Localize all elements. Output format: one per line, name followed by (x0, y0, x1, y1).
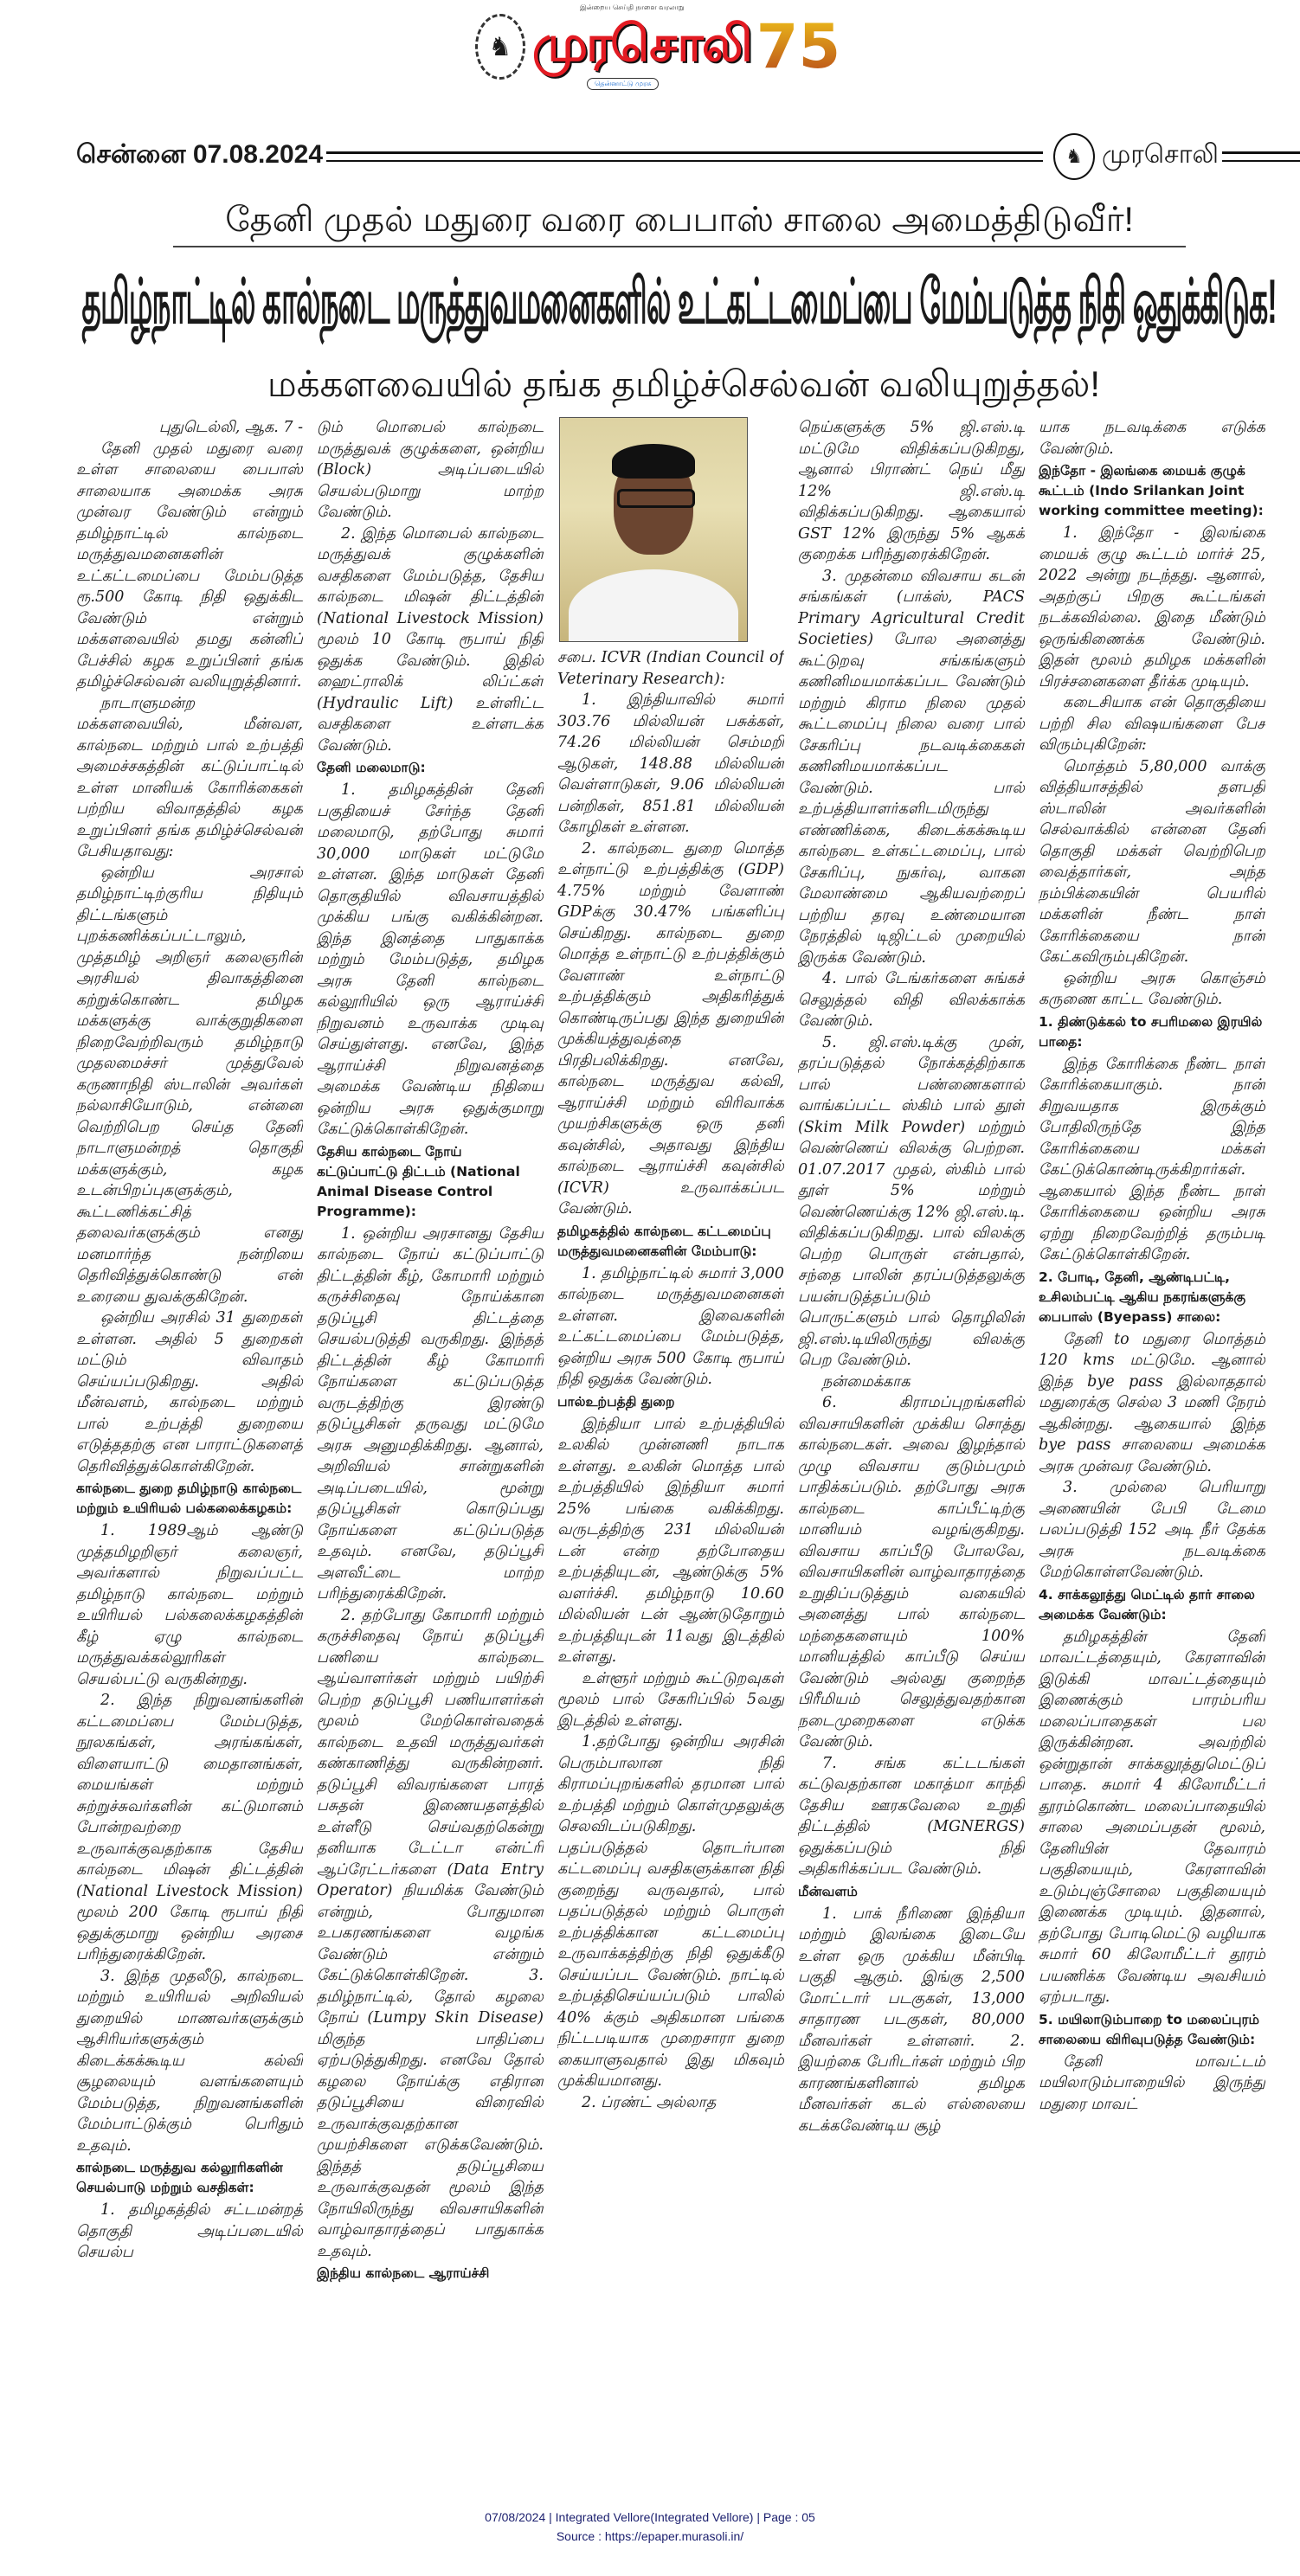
section-heading: 5. மயிலாடும்பாறை to மலைப்புரம் சாலையை விரிவுபடுத்த வேண்டும்: (1039, 2011, 1259, 2047)
paper-name: முரசொலி (1102, 140, 1219, 169)
paragraph: 3. இந்த முதலீடு, கால்நடை மற்றும் உயிரியல் அறிவியல் துறையில் மாணவர்களுக்கும் ஆசிரியர்களுக்கும் கிடைக்கக்கூடிய கல்வி சூழலையும் வளங்களையும் மேம்படுத்த, நிறுவனங்களின் மேம்பாட்டுக்கும் பெரிதும் உதவும். (76, 1967, 303, 2155)
footer-source: Source : https://epaper.murasoli.in/ (556, 2529, 744, 2543)
section-heading: இந்திய கால்நடை ஆராய்ச்சி (317, 2265, 490, 2281)
paragraph: 3. முல்லை பெரியாறு அணையின் பேபி டேமை பலப்படுத்தி 152 அடி நீர் தேக்க அரசு நடவடிக்கை மேற்கொள்ளவேண்டும். (1039, 1479, 1265, 1581)
anniversary-badge: 75 (756, 11, 841, 82)
paragraph: 1. 1989ஆம் ஆண்டு முத்தமிழறிஞர் கலைஞர், அவர்களால் நிறுவப்பட்ட தமிழ்நாடு கால்நடை மற்றும் உயிரியல் பல்கலைக்கழகத்தின் கீழ் ஏழு கால்நடை மருத்துவக்கல்லூரிகள் செயல்பட்டு வருகின்றது. (76, 1522, 303, 1688)
paragraph: 1. தமிழகத்தில் சட்டமன்றத் தொகுதி அடிப்படையில் செயல்ப (76, 2201, 303, 2261)
paragraph: 2. இந்த நிறுவனங்களின் கட்டமைப்பை மேம்படுத்த, நூலகங்கள், அரங்கங்கள், விளையாட்டு மைதானங்கள், மையங்கள் மற்றும் சுற்றுச்சுவர்களின் கட்டுமானம் போன்றவற்றை உருவாக்குவதற்காக தேசிய கால்நடை மிஷன் திட்டத்தின் (National Livestock Mission) மூலம் 200 கோடி ரூபாய் நிதி ஒதுக்குமாறு ஒன்றிய அரசை பரிந்துரைக்கிறேன். (76, 1692, 303, 1963)
section-heading: தமிழகத்தில் கால்நடை கட்டமைப்பு மருத்துவமனைகளின் மேம்பாடு: (557, 1223, 771, 1259)
paragraph: நன்மைக்காக (822, 1372, 911, 1391)
paragraph: 2. கால்நடை துறை மொத்த உள்நாட்டு உற்பத்திக்கு (GDP) 4.75% மற்றும் வேளாண் GDPக்கு 30.47% பங்களிப்பு செய்கிறது. கால்நடை துறை மொத்த உள்நாட்டு உற்பத்திக்கும் வேளாண் உள்நாட்டு உற்பத்திக்கும் அதிகரித்துக் கொண்டிருப்பது இந்த துறையின் முக்கியத்துவத்தை பிரதிபலிக்கிறது. எனவே, கால்நடை மருத்துவ கல்வி, ஆராய்ச்சி மற்றும் விரிவாக்க முயற்சிகளுக்கு ஒரு தனி கவுன்சில், அதாவது இந்திய கால்நடை ஆராய்ச்சி கவுன்சில் (ICVR) உருவாக்கப்பட வேண்டும். (557, 839, 784, 1217)
paragraph: நாடாளுமன்ற மக்களவையில், மீன்வள, கால்நடை மற்றும் பால் உற்பத்தி அமைச்சகத்தின் கட்டுப்பாட்டில் உள்ள மானியக் கோரிக்கைகள் பற்றிய விவாதத்தில் கழக உறுப்பினர் தங்க தமிழ்ச்செல்வன் பேசியதாவது: (76, 694, 303, 860)
divider (1222, 151, 1300, 162)
emblem-icon: ♞ (1053, 133, 1095, 180)
emblem-icon: ♞ (475, 14, 525, 80)
article-headline-wrap (78, 254, 1281, 358)
page-footer (0, 2508, 1300, 2546)
masthead-subtitle: தென்னாட்டு முரசு (587, 78, 659, 90)
paragraph: 2. ப்ரண்ட் அல்லாத (582, 2093, 717, 2111)
article-column (557, 417, 784, 2489)
paragraph: கடைசியாக என் தொகுதியை பற்றி சில விஷயங்களை பேச விரும்புகிறேன்: (1039, 694, 1265, 754)
paragraph: 1. தமிழகத்தின் தேனி பகுதியைச் சேர்ந்த தேனி மலைமாடு, தற்போது சுமார் 30,000 மாடுகள் மட்டுமே உள்ளன. இந்த மாடுகள் தேனி தொகுதியில் விவசாயத்தில் முக்கிய பங்கு வகிக்கின்றன. இந்த இனத்தை பாதுகாக்க மற்றும் மேம்படுத்த, தமிழக அரசு தேனி கால்நடை கல்லூரியில் ஒரு ஆராய்ச்சி நிறுவனம் உருவாக்க முடிவு செய்துள்ளது. எனவே, இந்த ஆராய்ச்சி நிறுவனத்தை அமைக்க வேண்டிய நிதியை ஒன்றிய அரசு ஒதுக்குமாறு கேட்டுக்கொள்கிறேன். (317, 781, 544, 1138)
divider (173, 246, 1186, 247)
paragraph: 1. பாக் நீரிணை இந்தியா மற்றும் இலங்கை இடையே உள்ள ஒரு முக்கிய மீன்பிடி பகுதி ஆகும். இங்கு 2,500 மோட்டார் படகுகள், 13,000 சாதாரண படகுகள், 80,000 மீனவர்கள் உள்ளனர். 2. இயற்கை பேரிடர்கள் மற்றும் பிற காரணங்களினால் தமிழக மீனவர்கள் கடல் எல்லையை கடக்கவேண்டிய சூழ் (798, 1905, 1025, 2135)
section-heading: தேசிய கால்நடை நோய் கட்டுப்பாட்டு திட்டம் (National Animal Disease Control Programme): (317, 1143, 520, 1219)
paragraph: 7. சங்க கட்டடங்கள் கட்டுவதற்கான மகாத்மா காந்தி தேசிய ஊரகவேலை உறுதி திட்டத்தில் (MGNERGS) ஒதுக்கப்படும் நிதி அதிகரிக்கப்பட வேண்டும். (798, 1754, 1025, 1878)
section-heading: தேனி மலைமாடு: (317, 760, 426, 775)
paragraph: தேனி முதல் மதுரை வரை உள்ள சாலையை பைபாஸ் சாலையாக அமைக்க அரசு முன்வர வேண்டும் என்றும் தமிழ்நாட்டில் கால்நடை மருத்துவமனைகளின் உட்கட்டமைப்பை மேம்படுத்த ரூ.500 கோடி நிதி ஒதுக்கிட வேண்டும் என்றும் மக்களவையில் தமது கன்னிப் பேச்சில் கழக உறுப்பினர் தங்க தமிழ்ச்செல்வன் வலியுறுத்தினார். (76, 440, 303, 691)
paragraph: யாக நடவடிக்கை எடுக்க வேண்டும். (1039, 419, 1265, 458)
paragraph: 4. பால் டேங்கர்களை சுங்கச் செலுத்தல் விதி விலக்காக்க வேண்டும். (798, 970, 1025, 1030)
paragraph: இந்தியா பால் உற்பத்தியில் உலகில் முன்னணி நாடாக உள்ளது. உலகின் மொத்த பால் உற்பத்தியில் இந்தியா சுமார் 25% பங்கை வகிக்கிறது. வருடத்திற்கு 231 மில்லியன் டன் என்ற தற்போதைய உற்பத்தியுடன், ஆண்டுக்கு 5% வளர்ச்சி. தமிழ்நாடு 10.60 மில்லியன் டன் ஆண்டுதோறும் உற்பத்தியுடன் 11வது இடத்தில் உள்ளது. (557, 1415, 784, 1666)
paragraph: நெய்களுக்கு 5% ஜி.எஸ்.டி மட்டுமே விதிக்கப்படுகிறது, ஆனால் பிராண்ட் நெய் மீது 12% ஜி.எஸ்.டி விதிக்கப்படுகிறது. ஆகையால் GST 12% இருந்து 5% ஆகக் குறைக்க பரிந்துரைக்கிறேன். (798, 419, 1025, 563)
paragraph: 5. ஜி.எஸ்.டிக்கு முன், தரப்படுத்தல் நோக்கத்திற்காக பால் பண்ணைகளால் வாங்கப்பட்ட ஸ்கிம் பால் தூள் (Skim Milk Powder) மற்றும் வெண்ணெய் விலக்கு பெற்றன. 01.07.2017 முதல், ஸ்கிம் பால் தூள் 5% மற்றும் வெண்ணெய்க்கு 12% ஜி.எஸ்.டி. விதிக்கப்படுகிறது. பால் விலக்கு பெற்ற பொருள் என்பதால், சந்தை பாலின் தரப்படுத்தலுக்கு பயன்படுத்தப்படும் பொருட்களும் பால் தொழிலின் ஜி.எஸ்.டியிலிருந்து விலக்கு பெற வேண்டும். (798, 1033, 1025, 1369)
paragraph: தமிழகத்தின் தேனி மாவட்டத்தையும், கேரளாவின் இடுக்கி மாவட்டத்தையும் இணைக்கும் பாரம்பரிய மலைப்பாதைகள் பல இருக்கின்றன. அவற்றில் ஒன்றுதான் சாக்கலூத்துமெட்டுப் பாதை. சுமார் 4 கிலோமீட்டர் தூரம்கொண்ட மலைப்பாதையில் சாலை அமைப்பதன் மூலம், தேனியின் தேவாரம் பகுதியையும், கேரளாவின் உடும்புஞ்சோலை பகுதியையும் இணைக்க முடியும். இதனால், தற்போது போடிமெட்டு வழியாக சுமார் 60 கிலோமீட்டர் தூரம் பயணிக்க வேண்டிய அவசியம் ஏற்படாது. (1039, 1628, 1265, 2006)
section-heading: மீன்வளம் (798, 1883, 858, 1899)
paragraph: தேனி to மதுரை மொத்தம் 120 kms மட்டுமே. ஆனால் இந்த bye pass இல்லாததால் மதுரைக்கு செல்ல 3 மணி நேரம் ஆகின்றது. ஆகையால் இந்த bye pass சாலையை அமைக்க அரசு முன்வர வேண்டும். (1039, 1330, 1265, 1475)
page-dateline (76, 137, 1300, 177)
paragraph: 1.தற்போது ஒன்றிய அரசின் பெரும்பாலான நிதி கிராமப்புறங்களில் தரமான பால் உற்பத்தி மற்றும் கொள்முதலுக்கு செலவிடப்படுகிறது. பதப்படுத்தல் தொடர்பான கட்டமைப்பு வசதிகளுக்கான நிதி குறைந்து வருவதால், பால் பதப்படுத்தல் மற்றும் பொருள் உற்பத்திக்கான கட்டமைப்பு உருவாக்கத்திற்கு நிதி ஒதுக்கீடு செய்யப்பட வேண்டும். நாட்டில் உற்பத்திசெய்யப்படும் பாலில் 40% க்கும் அதிகமான பங்கை நிட்டபடியாக முறைசாரா துறை கையாளுவதால் இது மிகவும் முக்கியமானது. (557, 1733, 784, 2090)
article-column (1039, 417, 1265, 2489)
paragraph: 1. இந்தியாவில் சுமார் 303.76 மில்லியன் பசுக்கள், 74.26 மில்லியன் செம்மறி ஆடுகள், 148.88 மில்லியன் வெள்ளாடுகள், 9.06 மில்லியன் பன்றிகள், 851.81 மில்லியன் கோழிகள் உள்ளன. (557, 691, 784, 836)
article-body (76, 417, 1265, 2489)
paragraph: ஒன்றிய அரசு கொஞ்சம் கருணை காட்ட வேண்டும். (1039, 969, 1265, 1008)
article-subhead: மக்களவையில் தங்க தமிழ்ச்செல்வன் வலியுறுத்தல்! (267, 363, 1101, 404)
paragraph: டும் மொபைல் கால்நடை மருத்துவக் குழுக்களை, ஒன்றிய (Block) அடிப்படையில் செயல்படுமாறு மாற்ற வேண்டும். (317, 419, 544, 521)
article-dateline: புதுடெல்லி, ஆக. 7 - (158, 419, 303, 436)
paragraph: இந்த கோரிக்கை நீண்ட நாள் கோரிக்கையாகும். நான் சிறுவயதாக இருக்கும் போதிலிருந்தே இந்த கோரிக்கையை மக்கள் கேட்டுக்கொண்டிருக்கிறார்கள். ஆகையால் இந்த நீண்ட நாள் கோரிக்கையை ஒன்றிய அரசு ஏற்று நிறைவேற்றித் தரும்படி கேட்டுக்கொள்கிறேன். (1039, 1055, 1265, 1263)
article-column (798, 417, 1025, 2489)
city-date: சென்னை 07.08.2024 (76, 140, 324, 169)
paragraph: உள்ளூர் மற்றும் கூட்டுறவுகள் மூலம் பால் சேகரிப்பில் 5வது இடத்தில் உள்ளது. (557, 1669, 784, 1730)
paragraph: சபை. ICVR (Indian Council of Veterinary Research): (557, 649, 784, 688)
paragraph: 6. கிராமப்புறங்களில் விவசாயிகளின் முக்கிய சொத்து கால்நடைகள். அவை இழந்தால் முழு விவசாய குடும்பமும் பாதிக்கப்படும். தற்போது அரசு கால்நடை காப்பீட்டிற்கு மானியம் வழங்குகிறது. விவசாய காப்பீடு போலவே, விவசாயிகளின் வாழ்வாதாரத்தை உறுதிப்படுத்தும் வகையில் அனைத்து பால் கால்நடை மந்தைகளையும் 100% மானியத்தில் காப்பீடு செய்ய வேண்டும் அல்லது குறைந்த பிரீமியம் செலுத்துவதற்கான நடைமுறைகளை எடுக்க வேண்டும். (798, 1394, 1025, 1751)
section-heading: கால்நடை மருத்துவ கல்லூரிகளின் செயல்பாடு மற்றும் வசதிகள்: (76, 2160, 283, 2195)
section-heading: இந்தோ - இலங்கை மையக் குழுக் கூட்டம் (Indo Srilankan Joint working committee meeting): (1039, 463, 1264, 518)
section-heading: கால்நடை துறை தமிழ்நாடு கால்நடை மற்றும் உயிரியல் பல்கலைக்கழகம்: (76, 1481, 302, 1516)
divider (326, 151, 1043, 162)
paragraph: 3. முதன்மை விவசாய கடன் சங்கங்கள் (பாக்ஸ், PACS Primary Agricultural Credit Societies) போல அனைத்து கூட்டுறவு சங்கங்களும் கணினிமயமாக்கப்பட வேண்டும் மற்றும் கிராம நிலை முதல் கூட்டமைப்பு நிலை வரை பால் சேகரிப்பு நடவடிக்கைகள் கணினிமயமாக்கப்பட வேண்டும். பால் உற்பத்தியாளர்களிடமிருந்து எண்ணிக்கை, கிடைக்கக்கூடிய கால்நடை உள்கட்டமைப்பு, பால் சேகரிப்பு, நுகர்வு, வாகன மேலாண்மை ஆகியவற்றைப் பற்றிய தரவு உண்மையான நேரத்தில் டிஜிட்டல் முறையில் இருக்க வேண்டும். (798, 567, 1025, 967)
article-column (317, 417, 544, 2489)
section-heading: 1. திண்டுக்கல் to சபரிமலை இரயில் பாதை: (1039, 1013, 1263, 1050)
footer-edition: 07/08/2024 | Integrated Vellore(Integrated Vellore) | Page : 05 (485, 2510, 815, 2524)
paragraph: ஒன்றிய அரசில் 31 துறைகள் உள்ளன. அதில் 5 துறைகள் மட்டும் விவாதம் செய்யப்படுகிறது. அதில் மீன்வளம், கால்நடை மற்றும் பால் உற்பத்தி துறையை எடுத்ததற்கு என பாராட்டுகளைத் தெரிவித்துக்கொள்கிறேன். (76, 1309, 303, 1475)
paragraph: 1. இந்தோ - இலங்கை மையக் குழு கூட்டம் மார்ச் 25, 2022 அன்று நடந்தது. ஆனால், அதற்குப் பிறகு கூட்டங்கள் நடக்கவில்லை. இதை மீண்டும் ஒருங்கிணைக்க வேண்டும். இதன் மூலம் தமிழக மக்களின் பிரச்சனைகளை தீர்க்க முடியும். (1039, 524, 1265, 691)
section-heading: 2. போடி, தேனி, ஆண்டிபட்டி, உசிலம்பட்டி ஆகிய நகரங்களுக்கு பைபாஸ் (Byepass) சாலை: (1039, 1269, 1246, 1325)
paragraph: தேனி மாவட்டம் மயிலாடும்பாறையில் இருந்து மதுரை மாவட் (1039, 2052, 1265, 2113)
paragraph: 1. ஒன்றிய அரசானது தேசிய கால்நடை நோய் கட்டுப்பாட்டு திட்டத்தின் கீழ், கோமாரி மற்றும் கருச்சிதைவு நோய்க்கான தடுப்பூசி திட்டத்தை செயல்படுத்தி வருகிறது. இந்தத் திட்டத்தின் கீழ் கோமாரி நோய்களை கட்டுப்படுத்த வருடத்திற்கு இரண்டு தடுப்பூசிகள் தருவது மட்டுமே அரசு அனுமதிக்கிறது. ஆனால், அறிவியல் சான்றுகளின் அடிப்படையில், மூன்று தடுப்பூசிகள் கொடுப்பது நோய்களை கட்டுப்படுத்த உதவும். எனவே, தடுப்பூசி அளவீட்டை மாற்ற பரிந்துரைக்கிறேன். (317, 1224, 544, 1603)
paragraph: மொத்தம் 5,80,000 வாக்கு வித்தியாசத்தில் தளபதி ஸ்டாலின் அவர்களின் செல்வாக்கில் என்னை தேனி தொகுதி மக்கள் வெற்றிபெற வைத்தார்கள், அந்த நம்பிக்கையின் பெயரில் மக்களின் நீண்ட நாள் கோரிக்கையை நான் கேட்கவிரும்புகிறேன். (1039, 757, 1265, 966)
article-kicker: தேனி முதல் மதுரை வரை பைபாஸ் சாலை அமைத்திடுவீர்! (225, 201, 1134, 239)
article-headline: தமிழ்நாட்டில் கால்நடை மருத்துவமனைகளில் உட்கட்டமைப்பை மேம்படுத்த நிதி ஒதுக்கிடுக! (81, 267, 1277, 337)
section-heading: 4. சாக்கலூத்து மெட்டில் தார் சாலை அமைக்க வேண்டும்: (1039, 1586, 1255, 1622)
masthead-logo (459, 3, 857, 90)
paragraph: ஒன்றிய அரசால் தமிழ்நாட்டிற்குரிய நிதியும் திட்டங்களும் புறக்கணிக்கப்பட்டாலும், முத்தமிழ் அறிஞர் கலைஞரின் அரசியல் திவாகத்தினை கற்றுக்கொண்ட தமிழக மக்களுக்கு வாக்குறுதிகளை நிறைவேற்றிவரும் தமிழ்நாடு முதலமைச்சர் முத்துவேல் கருணாநிதி ஸ்டாலின் அவர்கள் நல்லாசியோடும், என்னை வெற்றிபெற செய்த தேனி நாடாளுமன்றத் தொகுதி மக்களுக்கும், கழக உடன்பிறப்புகளுக்கும், கூட்டணிக்கட்சித் தலைவர்களுக்கும் எனது மனமார்ந்த நன்றியை தெரிவித்துக்கொண்டு என் உரையை துவக்குகிறேன். (76, 864, 303, 1306)
masthead-name: முரசொலி (531, 14, 751, 73)
paragraph: 1. தமிழ்நாட்டில் சுமார் 3,000 கால்நடை மருத்துவமனைகள் உள்ளன. இவைகளின் உட்கட்டமைப்பை மேம்படுத்த, ஒன்றிய அரசு 500 கோடி ரூபாய் நிதி ஒதுக்க வேண்டும். (557, 1264, 784, 1388)
masthead-tagline: இன்றைய செய்தி நாளை வரலாறு (580, 3, 685, 11)
article-column (76, 417, 303, 2489)
paragraph: 2. தற்போது கோமாரி மற்றும் கருச்சிதைவு நோய் தடுப்பூசி பணியை கால்நடை ஆய்வாளர்கள் மற்றும் பயிற்சி பெற்ற தடுப்பூசி பணியாளர்கள் மூலம் மேற்கொள்வதைக் கால்நடை உதவி மருத்துவர்கள் கண்காணித்து வருகின்றனர். தடுப்பூசி விவரங்களை பாரத் பசுதன் இணையதளத்தில் உள்ளீடு செய்வதற்கென்று தனியாக டேட்டா என்ட்ரி ஆப்ரேட்டர்களை (Data Entry Operator) நியமிக்க வேண்டும் என்றும், போதுமான உபகரணங்களை வழங்க வேண்டும் என்றும் கேட்டுக்கொள்கிறேன். 3. தமிழ்நாட்டில், தோல் கழலை நோய் (Lumpy Skin Disease) மிகுந்த பாதிப்பை ஏற்படுத்துகிறது. எனவே தோல் கழலை நோய்க்கு எதிரான தடுப்பூசியை விரைவில் உருவாக்குவதற்கான முயற்சிகளை எடுக்கவேண்டும். இந்தத் தடுப்பூசியை உருவாக்குவதன் மூலம் இந்த நோயிலிருந்து விவசாயிகளின் வாழ்வாதாரத்தைப் பாதுகாக்க உதவும். (317, 1606, 544, 2260)
paragraph: 2. இந்த மொபைல் கால்நடை மருத்துவக் குழுக்களின் வசதிகளை மேம்படுத்த, தேசிய கால்நடை மிஷன் திட்டத்தின் (National Livestock Mission) மூலம் 10 கோடி ரூபாய் நிதி ஒதுக்க வேண்டும். இதில் ஹைட்ராலிக் லிப்ட்கள் (Hydraulic Lift) உள்ளிட்ட வசதிகளை உள்ளடக்க வேண்டும். (317, 524, 544, 755)
mp-portrait-photo (559, 417, 748, 642)
section-heading: பால்உற்பத்தி துறை (557, 1393, 675, 1410)
